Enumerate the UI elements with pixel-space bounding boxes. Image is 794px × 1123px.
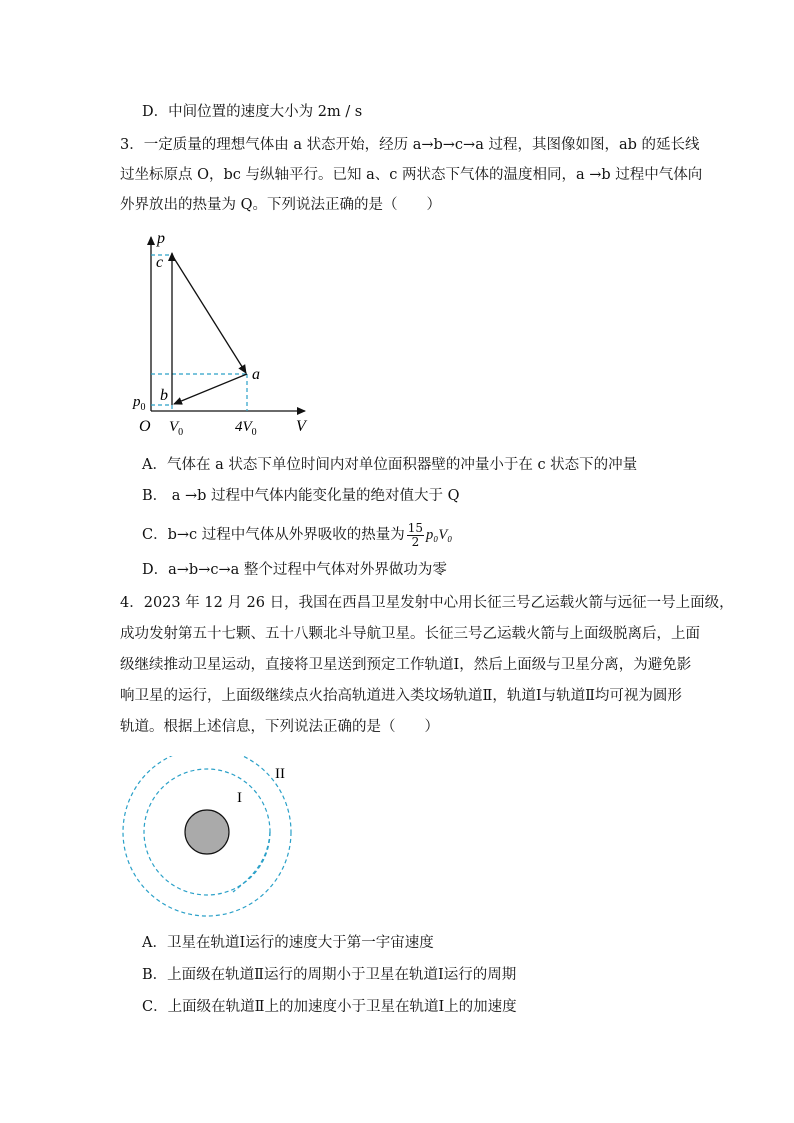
label-4V0: $4V_0$	[235, 419, 257, 438]
q4-stem-line-1: 4．2023 年 12 月 26 日，我国在西昌卫星发射中心用长征三号乙运载火箭与远征一号上面级，	[120, 595, 734, 611]
label-c: c	[156, 254, 164, 271]
label-orbit-II: II	[275, 766, 285, 782]
label-orbit-I: I	[237, 790, 242, 806]
label-V0: $V_0$	[169, 419, 184, 438]
transfer-orbit	[233, 832, 270, 892]
label-origin: O	[139, 418, 151, 435]
planet	[185, 810, 229, 854]
q3-stem-line-1: 3．一定质量的理想气体由 a 状态开始，经历 a→b→c→a 过程，其图像如图，ab 的延长线	[120, 137, 700, 153]
q4-option-a: A．卫星在轨道Ⅰ运行的速度大于第一宇宙速度	[142, 935, 434, 951]
q3-pv-diagram	[128, 225, 328, 440]
q3-option-d: D．a→b→c→a 整个过程中气体对外界做功为零	[142, 562, 447, 578]
label-a: a	[252, 366, 260, 383]
q4-stem-line-4: 响卫星的运行，上面级继续点火抬高轨道进入类坟场轨道Ⅱ，轨道Ⅰ与轨道Ⅱ均可视为圆形	[120, 688, 682, 704]
q4-stem-line-2: 成功发射第五十七颗、五十八颗北斗导航卫星。长征三号乙运载火箭与上面级脱离后，上面	[120, 626, 700, 642]
q3-option-c-text: C．b→c 过程中气体从外界吸收的热量为	[142, 527, 405, 543]
q4-option-c: C．上面级在轨道Ⅱ上的加速度小于卫星在轨道Ⅰ上的加速度	[142, 999, 517, 1015]
label-V: V	[296, 418, 306, 435]
q4-orbit-diagram	[118, 756, 303, 921]
q3-option-a: A．气体在 a 状态下单位时间内对单位面积器壁的冲量小于在 c 状态下的冲量	[142, 457, 638, 473]
label-b: b	[160, 387, 168, 404]
q3-stem-line-2: 过坐标原点 O，bc 与纵轴平行。已知 a、c 两状态下气体的温度相同，a →b 过程中气体向	[120, 167, 703, 183]
q4-option-b: B．上面级在轨道Ⅱ运行的周期小于卫星在轨道Ⅰ运行的周期	[142, 967, 517, 983]
q3-option-c-tail: p₀V₀	[426, 527, 453, 543]
label-p: p	[157, 230, 165, 247]
fraction-numerator: 15	[407, 520, 424, 535]
q4-stem-line-3: 级继续推动卫星运动，直接将卫星送到预定工作轨道Ⅰ，然后上面级与卫星分离，为避免影	[120, 657, 692, 673]
fraction-denominator: 2	[411, 534, 420, 549]
q3-option-c	[142, 518, 452, 552]
q3-stem-line-3: 外界放出的热量为 Q。下列说法正确的是（ ）	[120, 197, 441, 213]
label-p0: $p_0$	[133, 394, 146, 413]
q4-stem-line-5: 轨道。根据上述信息，下列说法正确的是（ ）	[120, 719, 439, 735]
q3-option-b: B． a →b 过程中气体内能变化量的绝对值大于 Q	[142, 488, 460, 504]
process-a-to-b	[174, 374, 247, 404]
fraction	[407, 522, 424, 549]
q2-option-d: D．中间位置的速度大小为 2m / s	[142, 104, 363, 120]
process-c-to-a	[172, 255, 246, 373]
